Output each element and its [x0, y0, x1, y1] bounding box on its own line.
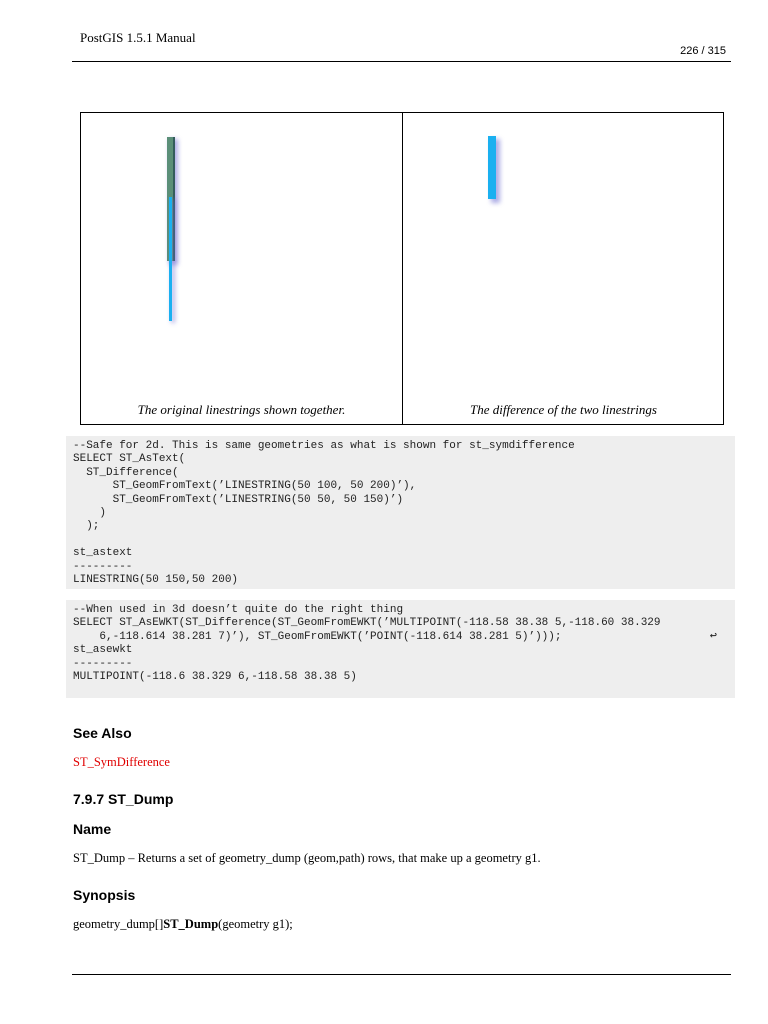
figure-table: [80, 112, 724, 425]
name-description: ST_Dump – Returns a set of geometry_dump (geom,path) rows, that make up a geometry g1.: [73, 851, 541, 865]
code-block-3d-text: --When used in 3d doesn’t quite do the right thing SELECT ST_AsEWKT(ST_Difference(ST_GeomFromEWKT(’MULTIPOINT(-118.58 38.38 5,-118.60 38.329 6,-118.614 38.281 7)’), ST_GeomFromEWKT(’POINT(-118.614 38.281 5)’))); st_asewkt --------- MULTIPOINT(-118.6 38.329 6,-118.58 38.38 5): [73, 604, 661, 684]
code-block-2d-example: --Safe for 2d. This is same geometries as what is shown for st_symdifference SELECT ST_AsText( ST_Difference( ST_GeomFromText(’LINESTRING(50 100, 50 200)’), ST_GeomFromText(’LINESTRING(50 50, 50 150)’) ) ); st_astext --------- LINESTRING(50 150,50 200): [66, 436, 735, 589]
figure-left-caption: The original linestrings shown together.: [137, 402, 346, 417]
synopsis-heading: Synopsis: [73, 887, 136, 903]
line-wrap-icon: ↩: [709, 629, 717, 643]
code-block-3d-example: [66, 600, 735, 698]
see-also-heading: See Also: [73, 725, 132, 741]
figure-original-linestrings: [81, 113, 403, 424]
linestring-difference-image: [403, 113, 724, 403]
page-number: 226 / 315: [680, 45, 726, 57]
synopsis-return-type: geometry_dump[]: [73, 917, 164, 931]
section-heading-st-dump: 7.9.7 ST_Dump: [73, 791, 174, 807]
footer-rule: [72, 974, 731, 975]
st-symdifference-link[interactable]: ST_SymDifference: [73, 755, 170, 769]
figure-right-caption: The difference of the two linestrings: [470, 402, 657, 417]
synopsis-function-name: ST_Dump: [163, 917, 219, 931]
linestrings-original-image: [81, 113, 403, 403]
synopsis-arguments: (geometry g1);: [218, 917, 293, 931]
synopsis-signature: [73, 917, 293, 932]
running-header-title: PostGIS 1.5.1 Manual: [80, 30, 196, 45]
name-heading: Name: [73, 821, 112, 837]
figure-difference-linestrings: [403, 113, 724, 424]
header-rule: [72, 61, 731, 62]
